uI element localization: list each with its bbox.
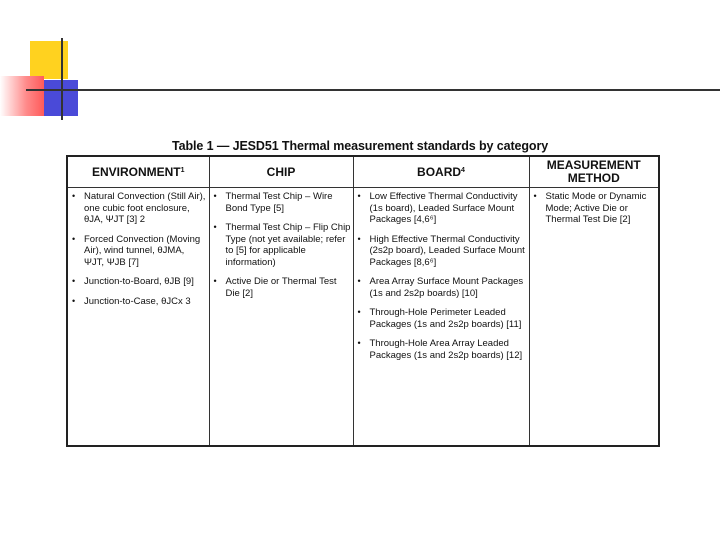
table-body-row <box>67 188 659 447</box>
decor-red-square <box>0 76 44 116</box>
decor-vertical-line <box>61 38 63 120</box>
cell-measurement-method <box>529 188 659 447</box>
decor-horizontal-line <box>26 89 720 91</box>
header-measurement-method: MEASUREMENT METHOD <box>529 156 659 188</box>
list-item: • Through-Hole Area Array Leaded Packages (1s and 2s2p boards) [12] <box>357 338 523 361</box>
cell-environment <box>67 188 209 447</box>
header-board: BOARD$^4$ <box>353 156 529 188</box>
table-header-row <box>67 156 659 188</box>
list-item: • Natural Convection (Still Air), one cubic foot enclosure, θJA, ΨJT [3] 2 <box>72 191 206 225</box>
list-item: • Static Mode or Dynamic Mode; Active Die or Thermal Test Die [2] <box>533 191 647 225</box>
list-item: • Low Effective Thermal Conductivity (1s board), Leaded Surface Mount Packages [4,6⁶] <box>357 191 518 225</box>
cell-chip <box>209 188 353 447</box>
list-item: • Forced Convection (Moving Air), wind tunnel, θJMA, ΨJT, ΨJB [7] <box>72 233 201 268</box>
list-item: • Area Array Surface Mount Packages (1s and 2s2p boards) [10] <box>357 276 524 299</box>
standards-table <box>66 155 660 447</box>
list-item: • Thermal Test Chip – Wire Bond Type [5] <box>213 191 333 214</box>
list-item: • Through-Hole Perimeter Leaded Packages (1s and 2s2p boards) [11] <box>357 307 522 330</box>
list-item: • Active Die or Thermal Test Die [2] <box>213 276 337 299</box>
list-item: • Junction-to-Board, θJB [9] <box>72 276 194 287</box>
list-item: • High Effective Thermal Conductivity (2s2p board), Leaded Surface Mount Packages [8,6⁶] <box>357 233 525 268</box>
header-chip: CHIP <box>209 156 353 188</box>
list-item: • Junction-to-Case, θJCx 3 <box>72 295 191 307</box>
cell-board <box>353 188 529 447</box>
header-environment: ENVIRONMENT$^1$ <box>67 156 209 188</box>
list-item: • Thermal Test Chip – Flip Chip Type (not yet available; refer to [5] for applicable information) <box>213 222 351 268</box>
table-title: Table 1 — JESD51 Thermal measurement standards by category <box>172 139 549 153</box>
